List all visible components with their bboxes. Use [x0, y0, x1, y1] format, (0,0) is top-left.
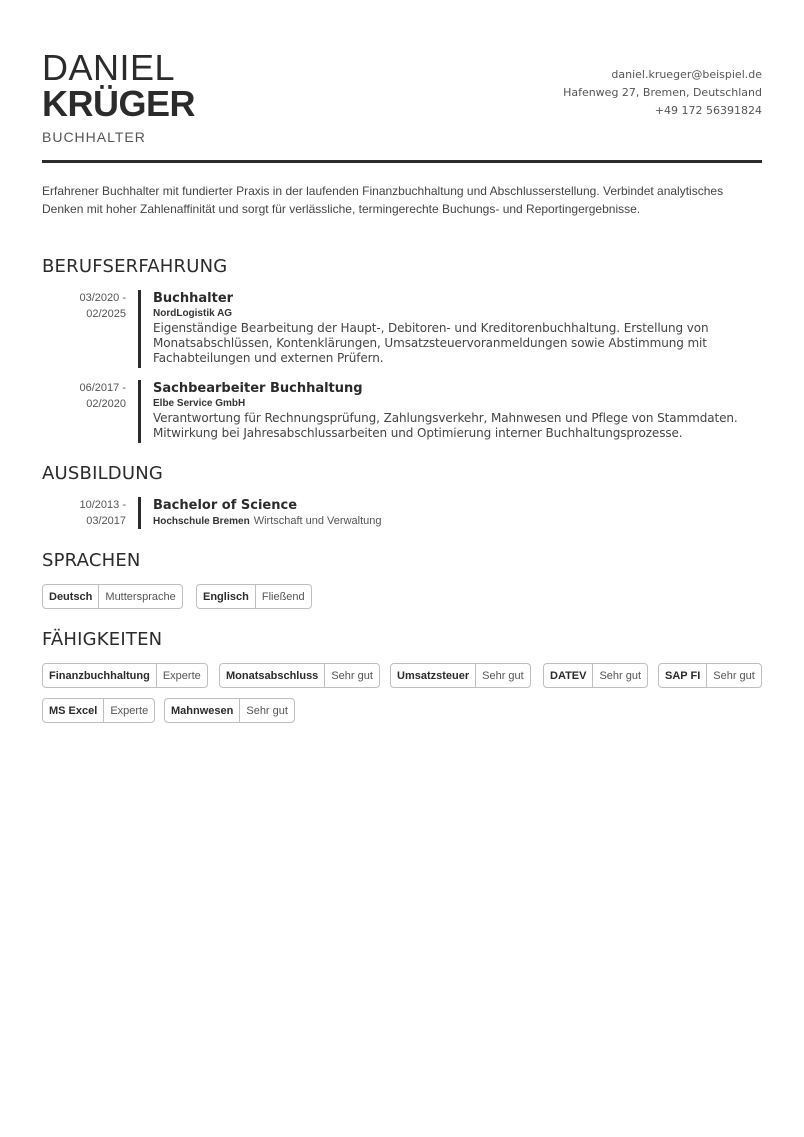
skill-level: Experte: [162, 669, 201, 682]
experience-entry: [42, 290, 762, 368]
entry-description: Eigenständige Bearbeitung der Haupt-, Debitoren- und Kreditorenbuchhaltung. Erstellung von Monatsabschlüssen, Kontenklärungen, Umsatzsteuervoranmeldungen sowie Abstimmung mit Fachabteilungen und externen Prüfern.: [153, 321, 709, 365]
entry-date: [42, 290, 126, 322]
skill-name: Monatsabschluss: [220, 664, 325, 687]
skill-name: Umsatzsteuer: [391, 664, 476, 687]
skill-level: Sehr gut: [246, 704, 288, 717]
language-chip: [42, 584, 183, 609]
skill-level: Experte: [110, 704, 149, 717]
entry-bar: [138, 497, 141, 529]
language-name: Deutsch: [43, 585, 99, 608]
skill-level: Sehr gut: [599, 669, 642, 682]
skill-level: Sehr gut: [713, 669, 755, 682]
entry-date: [42, 497, 126, 529]
entry-title: Sachbearbeiter Buchhaltung: [153, 381, 363, 396]
date-end: 02/2020: [86, 398, 126, 410]
skill-chip: [42, 663, 208, 688]
skill-level: Sehr gut: [482, 669, 524, 682]
entry-degree: Bachelor of Science: [153, 498, 298, 513]
date-start: 10/2013 -: [79, 499, 126, 511]
entry-company: NordLogistik AG: [153, 308, 233, 319]
date-end: 03/2017: [86, 515, 126, 527]
contact-email[interactable]: daniel.krueger@beispiel.de: [611, 68, 762, 81]
skill-name: MS Excel: [43, 699, 104, 722]
resume-header: [42, 0, 762, 160]
education-entry: [42, 497, 762, 529]
entry-body: [153, 380, 762, 441]
entry-date: [42, 380, 126, 412]
entry-field: Wirtschaft und Verwaltung: [253, 515, 382, 527]
skill-name: Mahnwesen: [165, 699, 240, 722]
entry-company: Elbe Service GmbH: [153, 398, 246, 409]
contact-phone[interactable]: +49 172 56391824: [654, 104, 762, 117]
section-title-experience: BERUFSERFAHRUNG: [42, 256, 228, 277]
skill-chip: [42, 698, 155, 723]
entry-school-line: [153, 514, 762, 529]
entry-description: Verantwortung für Rechnungsprüfung, Zahlungsverkehr, Mahnwesen und Pflege von Stammdaten. Mitwirkung bei Jahresabschlussarbeiten und Optimierung interner Buchhaltungsprozesse.: [153, 411, 738, 440]
experience-entry: [42, 380, 762, 443]
skill-chip: [164, 698, 295, 723]
header-divider: [42, 160, 762, 163]
skill-name: SAP FI: [659, 664, 707, 687]
skill-chip: [390, 663, 531, 688]
entry-title: Buchhalter: [153, 291, 234, 306]
skill-name: Finanzbuchhaltung: [43, 664, 157, 687]
section-title-skills: FÄHIGKEITEN: [42, 629, 163, 650]
language-level: Fließend: [261, 590, 305, 603]
language-chip: [196, 584, 312, 609]
skill-chip: [543, 663, 648, 688]
entry-body: [153, 290, 762, 366]
skill-chip: [658, 663, 762, 688]
section-title-education: AUSBILDUNG: [42, 463, 164, 484]
date-end: 02/2025: [86, 308, 126, 320]
language-name: Englisch: [197, 585, 256, 608]
date-start: 06/2017 -: [79, 382, 126, 394]
first-name: DANIEL: [42, 47, 176, 88]
entry-bar: [138, 380, 141, 443]
entry-bar: [138, 290, 141, 368]
skill-chip: [219, 663, 380, 688]
last-name: KRÜGER: [42, 83, 196, 124]
entry-school: Hochschule Bremen: [153, 516, 250, 527]
language-level: Muttersprache: [105, 590, 176, 603]
contact-block: [563, 66, 762, 120]
resume-page: [42, 0, 762, 717]
skill-name: DATEV: [544, 664, 593, 687]
entry-body: [153, 497, 762, 529]
contact-address: Hafenweg 27, Bremen, Deutschland: [563, 86, 762, 99]
profile-summary: Erfahrener Buchhalter mit fundierter Praxis in der laufenden Finanzbuchhaltung und Abschlusserstellung. Verbindet analytisches Denken mit hoher Zahlenaffinität und sorgt für verlässliche, termingerechte Buchungs- und Reportingergebnisse.: [42, 184, 724, 216]
skill-level: Sehr gut: [331, 669, 373, 682]
job-title: BUCHHALTER: [42, 129, 146, 145]
section-title-languages: SPRACHEN: [42, 550, 141, 571]
date-start: 03/2020 -: [79, 292, 126, 304]
